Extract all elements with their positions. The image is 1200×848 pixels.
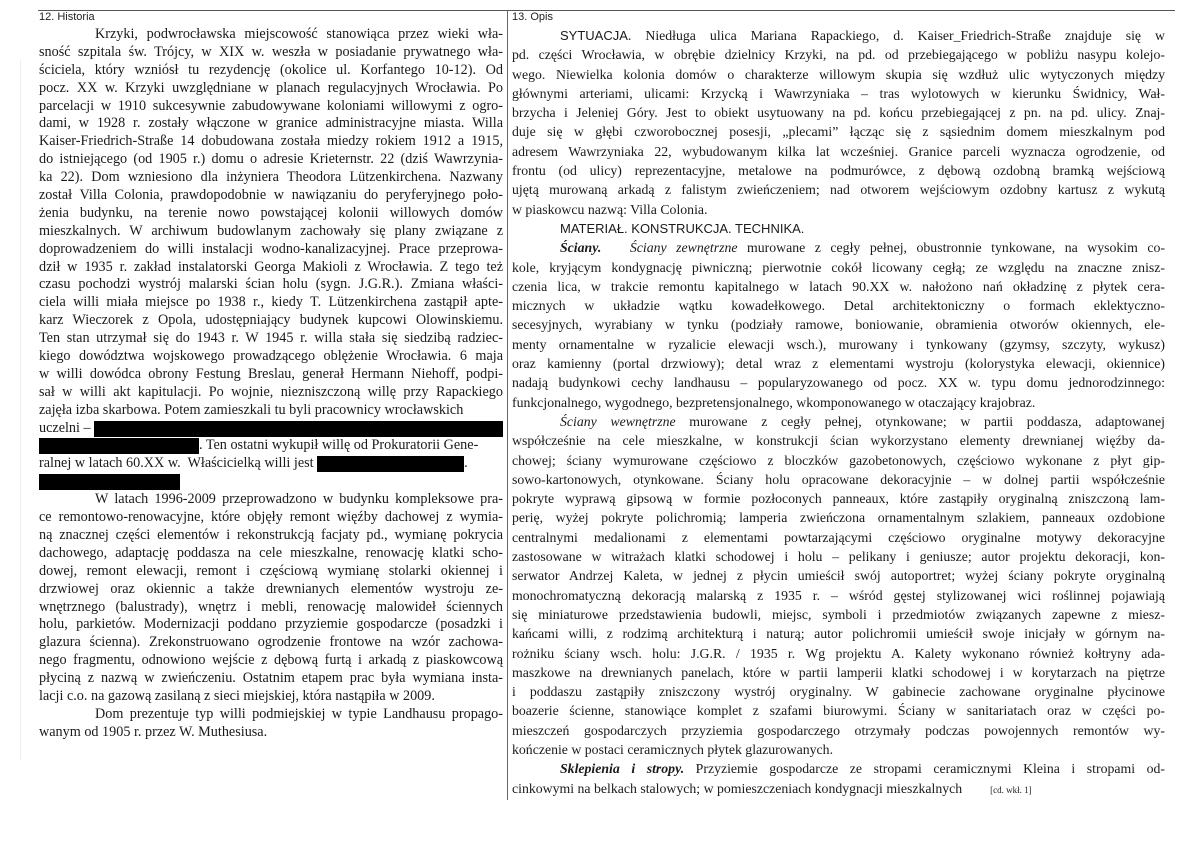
text-line	[512, 412, 1165, 431]
text-fragment: duje się w głębi czworobocznej posesji, „plecami” łącząc się z sąsiednim domem mieszkalnym pod	[512, 124, 1165, 140]
text-fragment: kańcami willi, z rodzimą architekturą i naturą; autor polichromii umieścił swoje inicjały w górnym na-	[512, 626, 1165, 642]
text-fragment: boazerie ścienne, stanowiące komplet z szafami biurowymi. Ściany w sanitariatach oraz w części po-	[512, 703, 1165, 719]
text-line	[512, 26, 1165, 45]
text-line	[512, 586, 1165, 605]
text-line: w willi dowódca obrony Festung Breslau, generał Hermann Niehoff, podpi-	[39, 365, 503, 382]
text-line	[512, 142, 1165, 161]
text-line: wnętrznego (balustrady), wnętrz i mebli, renowację malowideł ściennych	[39, 598, 503, 615]
text-fragment: mieszczeń gospodarczych przyziemia gospodarczego otrzymały podczas powojennych remontów wy-	[512, 722, 1165, 738]
text-line	[512, 644, 1165, 663]
text-fragment: uczelni –	[39, 419, 95, 436]
text-line: płyciną z nazwą w zwieńczeniu. Ostatnim etapem prac była wymiana insta-	[39, 670, 503, 687]
text-line	[512, 547, 1165, 566]
text-fragment: . Ten ostatni wykupił willę od Prokuratorii Gene-	[199, 437, 479, 454]
text-fragment	[601, 240, 630, 255]
text-line	[512, 354, 1165, 373]
text-fragment: ralnej w latach 60.XX w. Właścicielką willi jest	[39, 455, 318, 472]
text-line	[512, 431, 1165, 450]
historia-column	[39, 26, 503, 742]
text-fragment: współcześnie na cele mieszkalne, w konstrukcji ścian wykorzystano elementy drewnianej więźby da-	[512, 433, 1165, 449]
text-fragment: chowej; ściany wymurowane częściowo z bloczków gazobetonowych, częściowo wykonane z płyt gip-	[512, 452, 1165, 468]
text-line: sność szpitala św. Trójcy, w XIX w. weszła w posiadanie prywatnego wła-	[39, 43, 503, 60]
text-line	[512, 238, 1165, 257]
text-line: ce remontowo-renowacyjne, które objęły remont więźby dachowej z wymia-	[39, 509, 503, 526]
text-fragment: funkcjonalnego, wygodnego, bezpretensjonalnego, wkomponowanego w otaczający krajobraz.	[512, 394, 1036, 410]
scan-edge	[20, 60, 21, 760]
text-fragment: sowo-kartonowych, otynkowane. Ściany holu opracowane dekoracyjnie – w dolnej partii współcześnie	[512, 471, 1165, 487]
text-fragment: głównymi arteriami, ulicami: Krzycką i Wawrzyniaka – tras wylotowych w kierunku Świdnicy, Wał-	[512, 85, 1165, 101]
text-fragment: menty ornamentalne w ryzalicie elewacji wsch.), murowany i tynkowany (gzymsy, szczyty, wykusz)	[512, 336, 1165, 352]
text-line: Dom prezentuje typ willi podmiejskiej w typie Landhausu propago-	[95, 705, 503, 722]
section-header-opis: 13. Opis	[512, 11, 553, 23]
text-fragment: oraz kamienny (portal drzwiowy); detal wraz z elementami wystroju (kolorystyka elewacji, okiennice)	[512, 356, 1165, 372]
text-line: dachowego, adaptację poddasza na cele mieszkalne, renowację klatki scho-	[39, 544, 503, 561]
text-line: doprowadzeniem do willi instalacji wodno-kanalizacyjnej. Prace przeprowa-	[39, 240, 503, 257]
redaction-block	[94, 421, 503, 437]
text-fragment: murowane z cegły pełnej, otynkowane; w partii poddasza, adaptowanej	[675, 413, 1165, 429]
text-line	[512, 759, 1165, 778]
text-fragment: SYTUACJA	[560, 28, 628, 43]
text-line	[512, 508, 1165, 527]
text-fragment: adresem Wawrzyniaka 22, wybudowanym kilka lat wcześniej. Granice parceli wyznacza ogrodzenie, od	[512, 143, 1165, 159]
text-fragment: MATERIAŁ. KONSTRUKCJA. TECHNIKA.	[560, 220, 805, 236]
text-line	[512, 277, 1165, 296]
text-fragment: i poddaszu zastąpiły zniszczony wystrój oryginalny. W gabinecie zachowane oryginalne płycinowe	[512, 684, 1165, 700]
text-fragment: secesyjnych, wyrabiany w tynku (podziały ramowe, boniowanie, obramienia otworów okiennych, ele-	[512, 317, 1165, 333]
text-fragment: rożniku ściany wsch. holu: J.G.R. / 1935 r. Wg projektu A. Kalety wykonano również kołtryny ada-	[512, 645, 1165, 661]
text-fragment: nadają budynkowi cechy landhausu – popularyzowanego od pocz. XX w. typu domu jednorodzinnego:	[512, 375, 1165, 391]
text-line: sał w willi akt kapitulacji. Po wojnie, niezniszczoną willę przy Rapackiego	[39, 383, 503, 400]
text-fragment: kole, kryjącym kondygnację piwniczną; pierwotnie cokół licowany cegłą; ze względu na znaczne znisz-	[512, 259, 1165, 275]
text-line: wanym od 1905 r. przez W. Muthesiusa.	[39, 723, 268, 740]
text-line	[512, 65, 1165, 84]
text-fragment: w piaskowcu nazwą: Villa Colonia.	[512, 201, 708, 217]
text-line-redacted	[39, 473, 503, 491]
text-line: czasu pochodzi wystrój malarski ścian holu (sygn. J.G.R.). Zmiana właści-	[39, 276, 503, 293]
text-line	[512, 161, 1165, 180]
text-line	[512, 663, 1165, 682]
text-fragment: perię, wyżej pokryte polichromią; lamperia zwieńczona ornamentalnym szlakiem, panneaux ozdobione	[512, 510, 1165, 526]
text-fragment: monochromatyczną dekoracją malarską z 1935 r. – wśród gęstej stylizowanej wici roślinnej pojawiają	[512, 587, 1165, 603]
top-rule	[38, 10, 1175, 11]
text-fragment: Ściany.	[560, 240, 602, 256]
text-line: glazura ścienna). Zrekonstruowano ogrodzenie frontowe na wzór zachowa-	[39, 634, 503, 651]
text-fragment: kończenie w postaci ceramicznych płytek glazurowanych.	[512, 741, 834, 757]
text-fragment: serwator Andrzej Kaleta, w jednej z płycin umieścił swój autoportret; wyżej ściany pokryte oryginalną	[512, 568, 1165, 584]
text-line: holu, parkietów. Modernizacji poddano przyziemie gospodarcze (posadzki i	[39, 616, 503, 633]
text-line	[512, 451, 1165, 470]
text-line	[512, 315, 1165, 334]
text-line	[512, 528, 1165, 547]
text-fragment: Ściany wewnętrzne	[560, 413, 676, 429]
text-line	[512, 566, 1165, 585]
text-line: dził w 1935 r. zakład instalatorski Georga Makioli z Wrocławia. Z tego też	[39, 258, 503, 275]
text-line	[512, 489, 1165, 508]
text-fragment: Ściany zewnętrzne	[629, 240, 738, 256]
text-line	[512, 605, 1165, 624]
text-line: W latach 1996-2009 przeprowadzono w budynku kompleksowe pra-	[95, 491, 503, 508]
text-fragment: micznych w układzie wątku kowadełkowego. Detal architektoniczny o formach eklektyczno-	[512, 298, 1165, 314]
column-divider	[507, 10, 508, 800]
text-line	[512, 624, 1165, 643]
text-line	[512, 470, 1165, 489]
text-line	[512, 200, 1165, 219]
text-fragment: Przyziemie gospodarcze ze stropami ceramicznymi Kleina i stropami od-	[684, 761, 1165, 777]
text-line	[512, 682, 1165, 701]
text-fragment: centralnymi medalionami z elementami powtarzającymi częściowo oryginalne motywy dekoracyjne	[512, 529, 1165, 545]
text-fragment: wego. Niewielka kolonia domów o charakterze willowym skupia się wzdłuż ulic wytyczonych między	[512, 66, 1165, 82]
text-line: Krzyki, podwrocławska miejscowość stanowiąca przez wieki wła-	[95, 26, 503, 42]
text-fragment: frontu (od ulicy) reprezentacyjne, metalowe na podmurówce, z dębową ozdobną bramką wejściową	[512, 163, 1165, 179]
text-fragment: maszkowe na drewnianych panelach, które w partii lamperii klatki schodowej i w korytarzach na piętrze	[512, 664, 1165, 680]
text-line: pocz. XX w. Krzyki uwzględniane w planach regulacyjnych Wrocławia. Po	[39, 79, 503, 96]
text-line	[512, 84, 1165, 103]
text-fragment: się miniaturowe przedstawienia budowli, miejsc, symboli i przedmiotów związanych zapewne z miesz-	[512, 606, 1165, 622]
opis-column	[512, 26, 1165, 798]
text-line: nego fragmentu, odnowiono wejście z dębową furtą i arkadą z piaskowcową	[39, 652, 503, 669]
text-line	[512, 740, 1165, 759]
text-line-redacted	[39, 455, 503, 473]
text-line: mieszkalnych. W archiwum budowlanym zachowały się plany związane z	[39, 222, 503, 239]
text-fragment: . Niedługa ulica Mariana Rapackiego, d. Kaiser_Friedrich-Straße znajduje się w	[627, 28, 1165, 43]
text-line	[512, 219, 1165, 238]
redaction-block	[39, 438, 199, 454]
text-line: do istniejącego (od 1905 r.) domu o adresie Krieternstr. 22 (dziś Wawrzynia-	[39, 151, 503, 168]
text-fragment: brzycha i Jeleniej Góry. Jest to obiekt usytuowany na pd. końcu przebiegającej z pn. na pd. ulicy. Znaj-	[512, 105, 1165, 121]
text-line	[512, 45, 1165, 64]
text-line	[512, 373, 1165, 392]
text-line: dowej, remont elewacji, remont i częściową wymianę stolarki okiennej i	[39, 562, 503, 579]
text-line: karz Wieczorek z Opola, udostępniający budynek kupcowi Olowinskiemu.	[39, 312, 503, 329]
text-line: kiego dowództwa wojskowego prowadzącego oblężenie Wrocławia. 6 maja	[39, 348, 503, 365]
redaction-block	[39, 474, 180, 490]
text-fragment: zastosowane w witrażach klatki schodowej i holu – pelikany i geniusze; autor projektu dekoracji, kon-	[512, 549, 1165, 565]
text-line-redacted	[39, 420, 503, 438]
section-header-historia: 12. Historia	[39, 11, 95, 23]
text-line: Ten stan utrzymał się do 1943 r. W 1945 r. willa stała się siedzibą radziec-	[39, 330, 503, 347]
text-fragment: .	[464, 455, 468, 472]
text-line: parcelacji w 1910 sukcesywnie zabudowywane koloniami willowymi z ogro-	[39, 97, 503, 114]
text-fragment: pokryte wyprawą gipsową w formie pozłoconych panneaux, które zastąpiły oryginalną zniszczoną lam-	[512, 491, 1165, 507]
text-line-redacted	[39, 437, 503, 455]
text-line: zajęła izba skarbowa. Potem zamieszkali tu byli pracownicy wrocławskich	[39, 401, 464, 418]
text-line: został Villa Colonia, prawdopodobnie w nawiązaniu do peryferyjnego poło-	[39, 187, 503, 204]
text-fragment: czenia lica, w trakcie remontu kapitalnego w latach 90.XX w. nałożono nań okładzinę z płytek cera-	[512, 278, 1165, 294]
text-fragment: cinkowymi na belkach stalowych; w pomieszczeniach kondygnacji mieszkalnych	[512, 780, 963, 796]
text-line	[512, 122, 1165, 141]
text-fragment: murowane z cegły pełnej, obustronnie tynkowane, na wysokim co-	[737, 240, 1165, 256]
text-line: ściciela, który wzniósł tu rezydencję (okolice ul. Korfantego 10-12). Od	[39, 61, 503, 78]
text-line	[512, 180, 1165, 199]
text-line: ną znacznej części elementów i rekonstrukcją facjaty pd., wymianę pokrycia	[39, 526, 503, 543]
text-line	[512, 258, 1165, 277]
text-line	[512, 103, 1165, 122]
redaction-block	[317, 456, 464, 472]
text-line	[512, 335, 1165, 354]
continuation-note: [cd. wkł. 1]	[990, 784, 1032, 795]
text-line: dami, w 1928 r. zostały włączone w granice administracyjne miasta. Willa	[39, 115, 503, 132]
text-fragment: Sklepienia i stropy.	[560, 761, 685, 777]
text-line: ciela willi miała miejsce po 1938 r., kiedy T. Lützenkirchena zastąpił apte-	[39, 294, 503, 311]
text-line: lacji c.o. na gazową zasilaną z sieci miejskiej, która nastąpiła w 2009.	[39, 687, 435, 704]
text-line	[512, 721, 1165, 740]
text-line: ka 22). Dom wzniesiono dla inżyniera Theodora Lützenkirchena. Nazwany	[39, 169, 503, 186]
text-line	[512, 296, 1165, 315]
text-line: żenia budynku, na terenie nowo powstającej kolonii willowych domów	[39, 204, 503, 221]
text-line	[512, 779, 1165, 798]
text-fragment: pd. części Wrocławia, w obrębie dzielnicy Krzyki, na pd. od przebiegającego w pobliżu nasypu kolejo-	[512, 47, 1165, 63]
text-line	[512, 701, 1165, 720]
text-line: drzwiowej oraz okiennic a także drewnianych elementów wystroju ze-	[39, 580, 503, 597]
text-line	[512, 393, 1165, 412]
text-fragment: ujętą murowaną arkadą z falistym zwieńczeniem; nad otworem wejściowym ozdobny kartusz z wykutą	[512, 182, 1165, 198]
text-line: Kaiser-Friedrich-Straße 14 dobudowana została miedzy rokiem 1912 a 1915,	[39, 133, 503, 150]
